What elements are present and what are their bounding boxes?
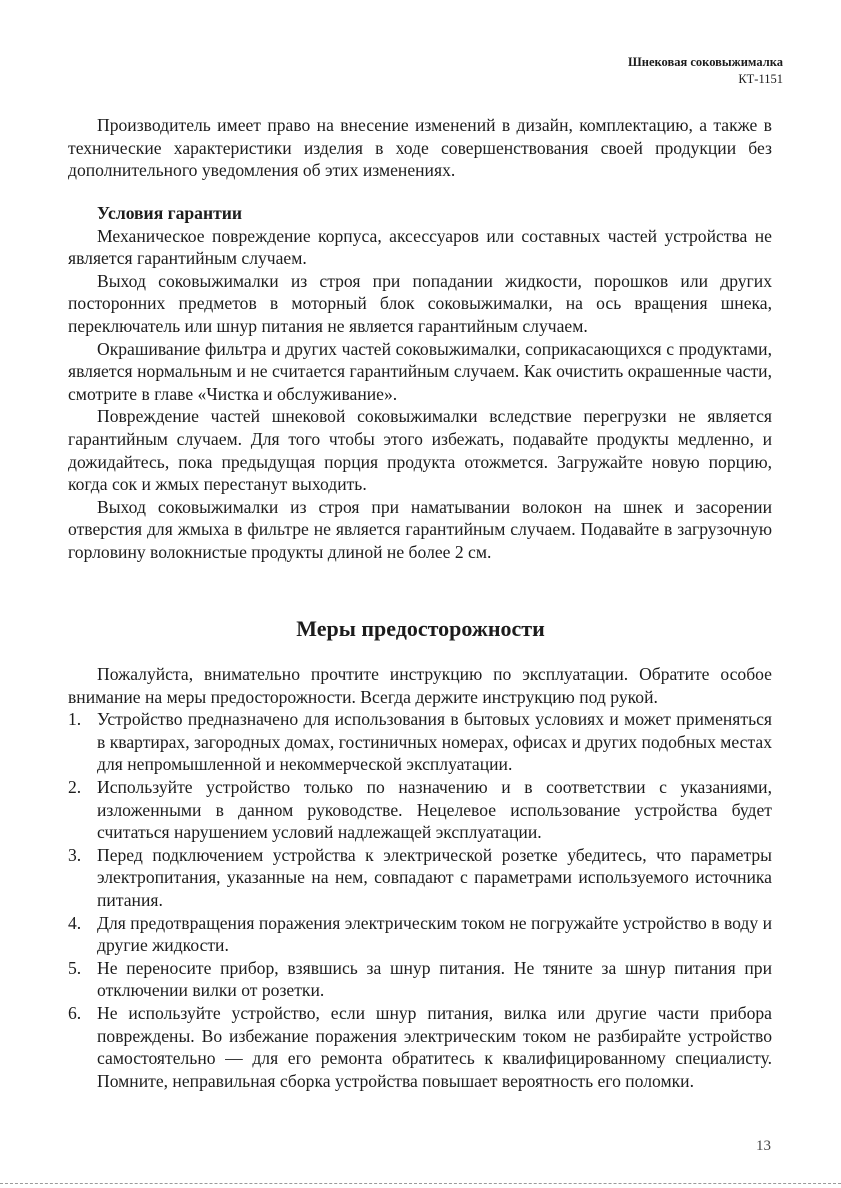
list-item-text: Не переносите прибор, взявшись за шнур питания. Не тяните за шнур питания при отключении вилки от розетки. bbox=[97, 957, 772, 1001]
list-item-number: 5. bbox=[68, 957, 82, 978]
list-item-number: 2. bbox=[68, 776, 82, 797]
list-item-number: 3. bbox=[68, 844, 82, 865]
list-item bbox=[68, 1002, 772, 1092]
precautions-list bbox=[68, 708, 772, 1092]
warranty-section bbox=[68, 202, 772, 564]
list-item bbox=[68, 708, 772, 776]
header-product-title: Шнековая соковыжималка bbox=[628, 55, 783, 69]
list-item-text: Для предотвращения поражения электрическим током не погружайте устройство в воду и другие жидкости. bbox=[97, 912, 772, 956]
list-item-number: 6. bbox=[68, 1002, 82, 1023]
header-model: КТ-1151 bbox=[738, 72, 783, 86]
list-item bbox=[68, 957, 772, 1002]
list-item-number: 4. bbox=[68, 912, 82, 933]
warranty-paragraph: Механическое повреждение корпуса, аксессуаров или составных частей устройства не является гарантийным случаем. bbox=[68, 225, 772, 269]
precautions-section bbox=[68, 663, 772, 1092]
precautions-intro: Пожалуйста, внимательно прочтите инструкцию по эксплуатации. Обратите особое внимание на меры предосторожности. Всегда держите инструкцию под рукой. bbox=[68, 664, 772, 707]
list-item-number: 1. bbox=[68, 709, 82, 730]
warranty-heading: Условия гарантии bbox=[97, 203, 243, 223]
running-header bbox=[628, 54, 783, 88]
intro-section bbox=[68, 114, 772, 182]
list-item-text: Не используйте устройство, если шнур питания, вилка или другие части прибора повреждены. Во избежание поражения электрическим током не разбирайте устройство самостоятельно — для его ремонта обратитесь к квалифицированному специалисту. Помните, неправильная сборка устройства повышает вероятность его поломки. bbox=[97, 1002, 772, 1091]
list-item-text: Перед подключением устройства к электрической розетке убедитесь, что параметры электропитания, указанные на нем, совпадают с параметрами используемого источника питания. bbox=[97, 844, 772, 910]
list-item bbox=[68, 844, 772, 912]
page-number: 13 bbox=[756, 1138, 771, 1154]
list-item bbox=[68, 912, 772, 957]
intro-paragraph: Производитель имеет право на внесение изменений в дизайн, комплектацию, а также в технические характеристики изделия в ходе совершенствования своей продукции без дополнительного уведомления об этих изменениях. bbox=[68, 115, 772, 181]
warranty-paragraph: Окрашивание фильтра и других частей соковыжималки, соприкасающихся с продуктами, является нормальным и не считается гарантийным случаем. Как очистить окрашенные части, смотрите в главе «Чистка и обслуживание». bbox=[68, 338, 772, 404]
page-edge-divider bbox=[0, 1183, 841, 1184]
list-item-text: Используйте устройство только по назначению и в соответствии с указаниями, изложенными в данном руководстве. Нецелевое использование устройства будет считаться нарушением условий надлежащей эксплуатации. bbox=[97, 776, 772, 843]
warranty-paragraph: Выход соковыжималки из строя при попадании жидкости, порошков или других посторонних предметов в моторный блок соковыжималки, на ось вращения шнека, переключатель или шнур питания не является гарантийным случаем. bbox=[68, 270, 772, 336]
warranty-paragraph: Выход соковыжималки из строя при наматывании волокон на шнек и засорении отверстия для жмыха в фильтре не является гарантийным случаем. Подавайте в загрузочную горловину волокнистые продукты длиной не более 2 см. bbox=[68, 496, 772, 562]
list-item bbox=[68, 776, 772, 844]
warranty-paragraph: Повреждение частей шнековой соковыжималки вследствие перегрузки не является гарантийным случаем. Для того чтобы этого избежать, подавайте продукты медленно, и дожидайтесь, пока предыдущая порция продукта отожмется. Загружайте новую порцию, когда сок и жмых перестанут выходить. bbox=[68, 406, 772, 495]
precautions-heading: Меры предосторожности bbox=[296, 616, 545, 641]
list-item-text: Устройство предназначено для использования в бытовых условиях и может применяться в квартирах, загородных домах, гостиничных номерах, офисах и других подобных местах для непромышленной и некоммерческой эксплуатации. bbox=[97, 709, 772, 775]
